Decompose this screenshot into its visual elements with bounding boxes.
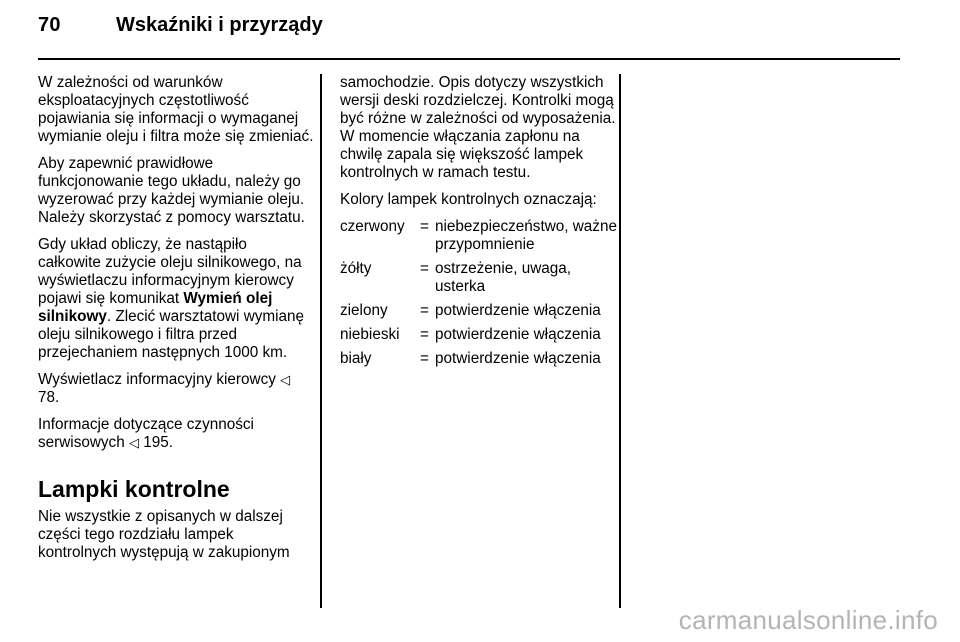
color-name: biały xyxy=(340,350,372,367)
watermark: carmanualsonline.info xyxy=(678,605,938,635)
paragraph-oil-interval: W zależności od warunków eksploatacyjnych częstotliwość pojawiania się informacji o wymaganej wymianie oleju i filtra może się zmieniać. xyxy=(38,74,314,145)
display-ref-text: Wyświetlacz informacyjny kierowcy xyxy=(38,371,281,388)
equals-sign: = xyxy=(420,302,429,319)
equals-sign: = xyxy=(420,350,429,367)
page-number: 70 xyxy=(38,14,61,36)
cross-reference-arrow-icon: ◁ xyxy=(280,372,291,387)
paragraph-oil-message-text: Gdy układ obliczy, że nastąpiło całkowite zużycie oleju silnikowego, na wyświetlaczu informacyjnym kierowcy pojawi się komunikat xyxy=(38,236,302,307)
header-rule xyxy=(38,58,900,60)
section-heading: Lampki kontrolne xyxy=(38,476,230,502)
paragraph-service-ref xyxy=(38,416,314,452)
paragraph-reset: Aby zapewnić prawidłowe funkcjonowanie tego układu, należy go wyzerować przy każdej wymianie oleju. Należy skorzystać z pomocy warsztatu. xyxy=(38,155,305,226)
table-row xyxy=(340,326,622,350)
color-legend-table xyxy=(340,218,622,374)
column-divider xyxy=(320,74,322,608)
cross-reference-arrow-icon: ◁ xyxy=(128,435,139,450)
column-divider xyxy=(619,74,621,608)
paragraph-colors-intro: Kolory lampek kontrolnych oznaczają: xyxy=(340,191,597,208)
color-name: żółty xyxy=(340,260,372,277)
table-row xyxy=(340,302,622,326)
equals-sign: = xyxy=(420,260,429,277)
service-ref-page[interactable]: 195. xyxy=(138,434,173,451)
service-ref-text: Informacje dotyczące czynności serwisowych xyxy=(38,416,254,451)
color-meaning: potwierdzenie włączenia xyxy=(435,326,601,343)
chapter-title: Wskaźniki i przyrządy xyxy=(116,14,323,36)
display-ref-page[interactable]: 78. xyxy=(38,389,60,406)
color-meaning: niebezpieczeństwo, ważne przypomnienie xyxy=(435,218,617,253)
table-row xyxy=(340,350,622,374)
equals-sign: = xyxy=(420,218,429,235)
column-left xyxy=(38,74,314,571)
paragraph-oil-message xyxy=(38,236,314,362)
color-meaning: ostrzeżenie, uwaga, usterka xyxy=(435,260,572,295)
paragraph-indicator-description: samochodzie. Opis dotyczy wszystkich wersji deski rozdzielczej. Kontrolki mogą być różne w zależności od wyposażenia. W momencie włączania zapłonu na chwilę zapala się większość lampek kontrolnych w ramach testu. xyxy=(340,74,616,181)
color-meaning: potwierdzenie włączenia xyxy=(435,302,601,319)
paragraph-indicator-intro: Nie wszystkie z opisanych w dalszej części tego rozdziału lampek kontrolnych występują w zakupionym xyxy=(38,508,290,561)
paragraph-oil-message-end: . Zlecić warsztatowi wymianę oleju silnikowego i filtra przed przejechaniem następnych 1000 km. xyxy=(38,308,305,361)
table-row xyxy=(340,218,622,260)
equals-sign: = xyxy=(420,326,429,343)
column-middle xyxy=(340,74,622,374)
color-name: czerwony xyxy=(340,218,405,235)
table-row xyxy=(340,260,622,302)
color-name: niebieski xyxy=(340,326,400,343)
message-label: Wymień olej silnikowy xyxy=(38,290,273,325)
paragraph-display-ref xyxy=(38,371,314,407)
color-name: zielony xyxy=(340,302,388,319)
color-meaning: potwierdzenie włączenia xyxy=(435,350,601,367)
